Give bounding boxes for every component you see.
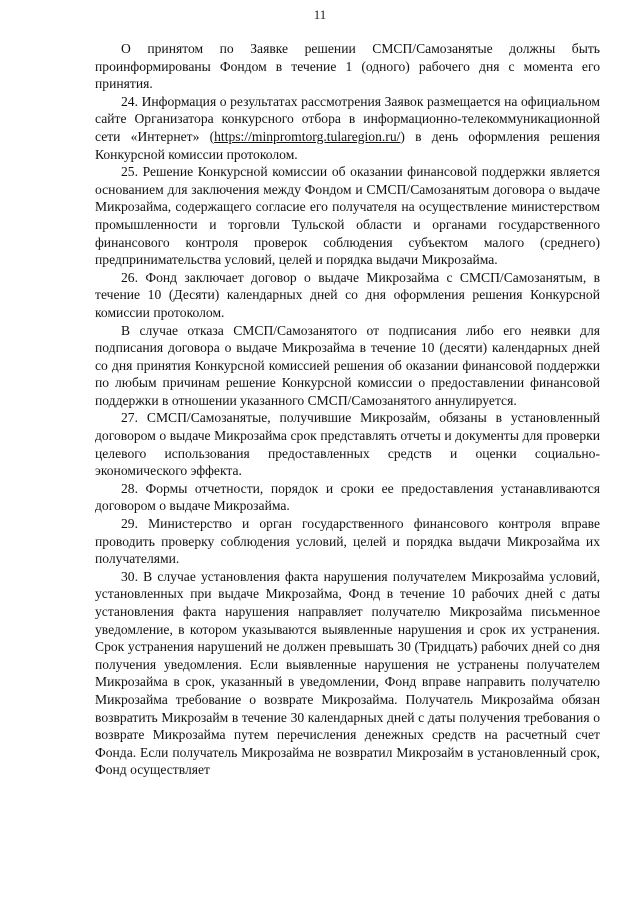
page-number: 11 <box>313 7 327 22</box>
paragraph-29: 29. Министерство и орган государственного финансового контроля вправе проводить проверку соблюдения условий, целей и порядка выдачи Микрозайма их получателями. <box>95 516 600 567</box>
document-body <box>95 40 600 779</box>
paragraph-24-text-after: ) в день оформления решения Конкурсной комиссии протоколом. <box>95 128 600 162</box>
paragraph-30: 30. В случае установления факта нарушения получателем Микрозайма условий, установленных при выдаче Микрозайма, Фонд в течение 10 рабочих дней с даты установления факта нарушения направляет получателю Микрозайма письменное уведомление, в котором указываются выявленные нарушения и срок их устранения. Срок устранения нарушений не должен превышать 30 (Тридцать) рабочих дней со дня получения уведомления. Если выявленные нарушения не устранены получателем Микрозайма в срок, указанный в уведомлении, Фонд вправе направить получателю Микрозайма требование о возврате Микрозайма. Получатель Микрозайма обязан возвратить Микрозайм в течение 30 календарных дней с даты получения требования о возврате Микрозайма путем перечисления денежных средств на расчетный счет Фонда. Если получатель Микрозайма не возвратил Микрозайм в установленный срок, Фонд осуществляет <box>95 568 600 778</box>
paragraph-refusal: В случае отказа СМСП/Самозанятого от подписания либо его неявки для подписания договора о выдаче Микрозайма в течение 10 (десяти) календарных дней со дня принятия Конкурсной комиссией решения об оказании финансовой поддержки по любым причинам решение Конкурсной комиссии о предоставлении финансовой поддержки в отношении указанного СМСП/Самозанятого аннулируется. <box>95 322 600 408</box>
paragraph-28: 28. Формы отчетности, порядок и сроки ее предоставления устанавливаются договором о выдаче Микрозайма. <box>95 480 600 514</box>
paragraph-27: 27. СМСП/Самозанятые, получившие Микрозайм, обязаны в установленный договором о выдаче Микрозайма срок представлять отчеты и документы для проверки целевого использования предоставленных средств и оценки социально-экономического эффекта. <box>95 410 600 479</box>
paragraph-informing: О принятом по Заявке решении СМСП/Самозанятые должны быть проинформированы Фондом в течение 1 (одного) рабочего дня с момента его принятия. <box>95 41 600 92</box>
minpromtorg-link[interactable]: https://minpromtorg.tularegion.ru/ <box>214 128 401 144</box>
paragraph-24 <box>95 93 600 163</box>
paragraph-25: 25. Решение Конкурсной комиссии об оказании финансовой поддержки является основанием для заключения между Фондом и СМСП/Самозанятым договора о выдаче Микрозайма, содержащего согласие его получателя на осуществление министерством промышленности и торговли Тульской области и органами государственного финансового контроля проверок соблюдения субъектом малого (среднего) предпринимательства условий, целей и порядка выдачи Микрозайма. <box>95 164 600 268</box>
paragraph-26: 26. Фонд заключает договор о выдаче Микрозайма с СМСП/Самозанятым, в течение 10 (Десяти) календарных дней со дня оформления решения Конкурсной комиссии протоколом. <box>95 269 600 320</box>
paragraph-24-text-before: 24. Информация о результатах рассмотрения Заявок размещается на официальном сайте Организатора конкурсного отбора в информационно-телекоммуникационной сети «Интернет» ( <box>95 93 600 144</box>
